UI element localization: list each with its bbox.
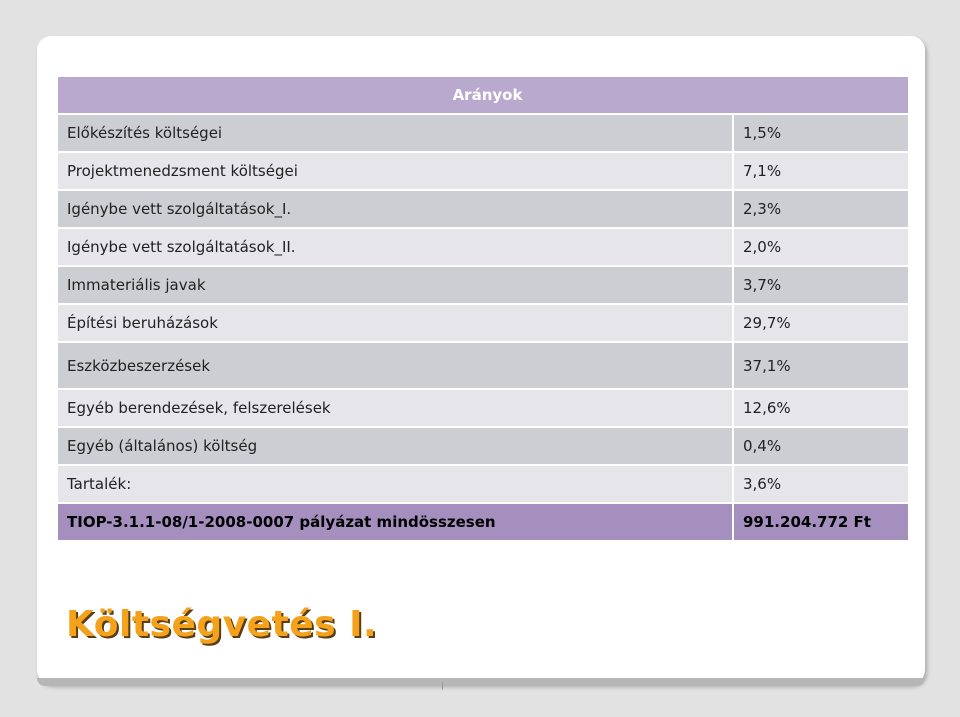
row-label: Immateriális javak: [58, 266, 733, 304]
row-value: 29,7%: [733, 304, 908, 342]
row-value: 2,0%: [733, 228, 908, 266]
total-row: [58, 503, 908, 541]
row-label: Egyéb berendezések, felszerelések: [58, 389, 733, 427]
table-row: [58, 465, 908, 503]
row-label: Igénybe vett szolgáltatások_II.: [58, 228, 733, 266]
row-value: 37,1%: [733, 342, 908, 389]
table-row: [58, 152, 908, 190]
row-label: Eszközbeszerzések: [58, 342, 733, 389]
row-value: 12,6%: [733, 389, 908, 427]
row-value: 0,4%: [733, 427, 908, 465]
total-value: 991.204.772 Ft: [733, 503, 908, 541]
table-header-row: [58, 76, 908, 114]
row-value: 3,6%: [733, 465, 908, 503]
table-row: [58, 190, 908, 228]
row-value: 1,5%: [733, 114, 908, 152]
row-label: Egyéb (általános) költség: [58, 427, 733, 465]
table-row: [58, 389, 908, 427]
row-label: Előkészítés költségei: [58, 114, 733, 152]
row-label: Tartalék:: [58, 465, 733, 503]
slide-title: Költségvetés I.: [66, 604, 378, 645]
table-header: Arányok: [58, 76, 908, 114]
slide-bottom-edge: [37, 678, 925, 686]
slide-divider: [442, 682, 443, 690]
table-row: [58, 427, 908, 465]
table-row: [58, 114, 908, 152]
table-row: [58, 304, 908, 342]
budget-table: [58, 75, 908, 542]
row-label: Projektmenedzsment költségei: [58, 152, 733, 190]
row-value: 2,3%: [733, 190, 908, 228]
total-label: TIOP-3.1.1-08/1-2008-0007 pályázat mindösszesen: [58, 503, 733, 541]
table-row: [58, 266, 908, 304]
row-value: 7,1%: [733, 152, 908, 190]
row-value: 3,7%: [733, 266, 908, 304]
row-label: Építési beruházások: [58, 304, 733, 342]
row-label: Igénybe vett szolgáltatások_I.: [58, 190, 733, 228]
table-row: [58, 228, 908, 266]
table-row: [58, 342, 908, 389]
